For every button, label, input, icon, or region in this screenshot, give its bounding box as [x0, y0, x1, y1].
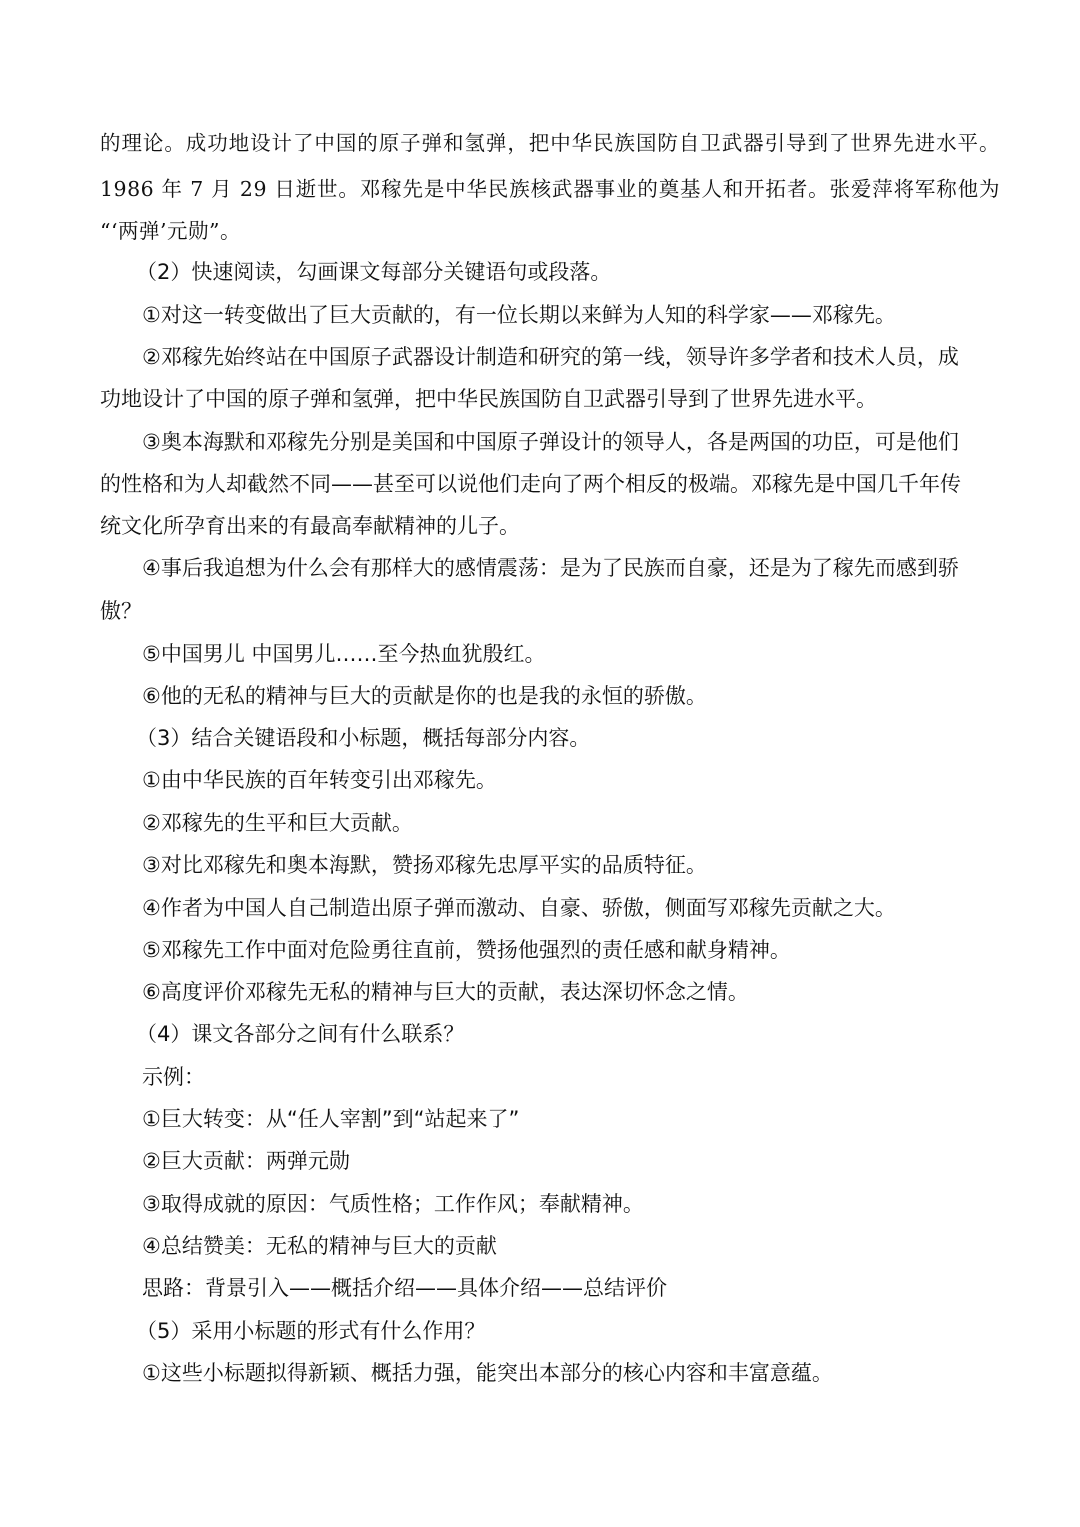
section-2-item-2-line-1: ②邓稼先始终站在中国原子武器设计制造和研究的第一线，领导许多学者和技术人员，成 [142, 345, 959, 369]
section-2-item-1: ①对这一转变做出了巨大贡献的，有一位长期以来鲜为人知的科学家——邓稼先。 [142, 303, 896, 327]
section-2-item-3-line-1: ③奥本海默和邓稼先分别是美国和中国原子弹设计的领导人，各是两国的功臣，可是他们 [142, 430, 959, 454]
section-3-item-6: ⑥高度评价邓稼先无私的精神与巨大的贡献，表达深切怀念之情。 [142, 980, 749, 1004]
section-5-item-1: ①这些小标题拟得新颖、概括力强，能突出本部分的核心内容和丰富意蕴。 [142, 1361, 833, 1385]
section-3-item-3: ③对比邓稼先和奥本海默，赞扬邓稼先忠厚平实的品质特征。 [142, 853, 707, 877]
intro-line-3: “‘两弹’元勋”。 [100, 219, 241, 243]
section-4-example-label: 示例： [142, 1065, 205, 1089]
section-3-heading: （3）结合关键语段和小标题，概括每部分内容。 [136, 726, 591, 750]
section-4-item-2: ②巨大贡献：两弹元勋 [142, 1149, 350, 1173]
section-2-item-3-line-2: 的性格和为人却截然不同——甚至可以说他们走向了两个相反的极端。邓稼先是中国几千年传 [100, 472, 961, 496]
section-4-item-3: ③取得成就的原因：气质性格；工作作风；奉献精神。 [142, 1192, 644, 1216]
section-4-thinking: 思路：背景引入——概括介绍——具体介绍——总结评价 [142, 1276, 667, 1300]
section-3-item-4: ④作者为中国人自己制造出原子弹而激动、自豪、骄傲，侧面写邓稼先贡献之大。 [142, 896, 896, 920]
section-4-heading: （4）课文各部分之间有什么联系？ [136, 1022, 465, 1046]
section-2-item-2-line-2: 功地设计了中国的原子弹和氢弹，把中华民族国防自卫武器引导到了世界先进水平。 [100, 387, 877, 411]
section-3-item-1: ①由中华民族的百年转变引出邓稼先。 [142, 768, 497, 792]
section-2-item-4-line-1: ④事后我追想为什么会有那样大的感情震荡：是为了民族而自豪，还是为了稼先而感到骄 [142, 556, 959, 580]
section-4-item-1: ①巨大转变：从“任人宰割”到“站起来了” [142, 1107, 520, 1131]
section-3-item-5: ⑤邓稼先工作中面对危险勇往直前，赞扬他强烈的责任感和献身精神。 [142, 938, 791, 962]
section-2-item-6: ⑥他的无私的精神与巨大的贡献是你的也是我的永恒的骄傲。 [142, 684, 707, 708]
section-2-item-5: ⑤中国男儿 中国男儿……至今热血犹殷红。 [142, 642, 546, 666]
intro-line-1: 的理论。成功地设计了中国的原子弹和氢弹，把中华民族国防自卫武器引导到了世界先进水平。 [100, 131, 1000, 155]
section-2-heading: （2）快速阅读，勾画课文每部分关键语句或段落。 [136, 260, 612, 284]
intro-line-2: 1986 年 7 月 29 日逝世。邓稼先是中华民族核武器事业的奠基人和开拓者。张爱萍将军称他为 [100, 177, 1000, 201]
section-3-item-2: ②邓稼先的生平和巨大贡献。 [142, 811, 413, 835]
section-4-item-4: ④总结赞美：无私的精神与巨大的贡献 [142, 1234, 497, 1258]
section-2-item-4-line-2: 傲？ [100, 599, 142, 623]
section-5-heading: （5）采用小标题的形式有什么作用？ [136, 1319, 486, 1343]
section-2-item-3-line-3: 统文化所孕育出来的有最高奉献精神的儿子。 [100, 514, 520, 538]
